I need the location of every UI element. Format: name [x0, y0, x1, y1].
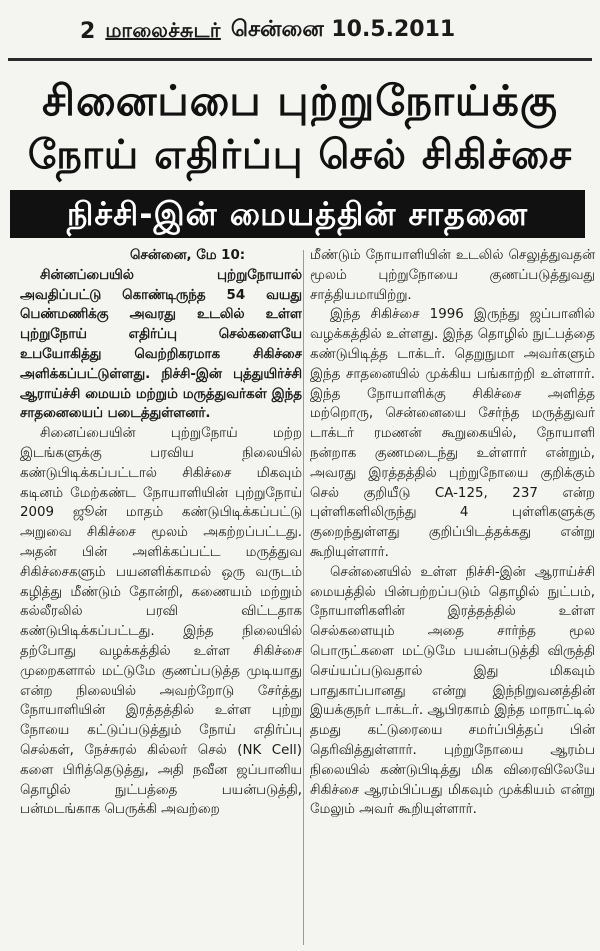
column-divider	[303, 250, 304, 945]
paper-name: மாலைச்சுடர்	[105, 17, 221, 42]
masthead-rule	[8, 58, 592, 61]
paragraph-3: இந்த சிகிச்சை 1996 இருந்து ஜப்பானில் வழக்கத்தில் உள்ளது. இந்த தொழில் நுட்பத்தை கண்டுபிடித்த டாக்டர். தெறுநுமா அவர்களும் இந்த சாதனையில் முக்கிய பங்காற்றி உள்ளார். இந்த நோயாளிக்கு சிகிச்சை அளித்த மற்றொரு, சென்னையை சேர்ந்த மருத்துவர் டாக்டர் ரமணன் கூறுகையில், நோயாளி நன்றாக குணமடைந்து உள்ளார் என்றும், அவரது இரத்தத்தில் புற்றுநோயை குறிக்கும் செல் குறியீடு CA-125, 237 என்ற புள்ளிகளிலிருந்து 4 புள்ளிகளுக்கு குறைந்துள்ளது குறிப்பிடத்தக்கது என்று கூறியுள்ளார்.	[310, 307, 595, 560]
page-number: 2	[80, 18, 96, 44]
paragraph-2: சினைப்பையின் புற்றுநோய் மற்ற இடங்களுக்கு பரவிய நிலையில் கண்டுபிடிக்கப்பட்டால் சிகிச்சை மிகவும் கடினம் மேற்கண்ட நோயாளியின் புற்றுநோய் 2009 ஜூன் மாதம் கண்டுபிடிக்கப்பட்டு அறுவை சிகிச்சை மூலம் அகற்றப்பட்டது. அதன் பின் அளிக்கப்பட்ட மருத்துவ சிகிச்சைகளும் பயனளிக்காமல் ஒரு வருடம் கழித்து மீண்டும் தோன்றி, கணையம் மற்றும் கல்லீரலில் பரவி விட்டதாக கண்டுபிடிக்கப்பட்டது. இந்த நிலையில் தற்போது வழக்கத்தில் உள்ள சிகிச்சை முறைகளால் மட்டுமே குணப்படுத்த முடியாது என்ற நிலையில் அவற்றோடு சேர்த்து நோயாளியின் இரத்தத்தில் உள்ள புற்று நோயை கட்டுப்படுத்தும் நோய் எதிர்ப்பு செல்கள், நேச்சுரல் கில்லர் செல் (NK Cell) களை பிரித்தெடுத்து, அதி நவீன ஜப்பானிய தொழில் நுட்பத்தை பயன்படுத்தி, பன்மடங்காக பெருக்கி அவற்றை	[20, 426, 302, 818]
sub-headline-banner: நிச்சி-இன் மையத்தின் சாதனை	[10, 190, 585, 238]
headline-line-1: சினைப்பை புற்றுநோய்க்கு	[42, 76, 558, 125]
dateline: சென்னை, மே 10:	[130, 248, 246, 263]
lead-paragraph: சின்னப்பையில் புற்றுநோயால் அவதிப்பட்டு கொண்டிருந்த 54 வயது பெண்மணிக்கு அவரது உடலில் உள்ள புற்றுநோய் எதிர்ப்பு செல்களையே உபயோகித்து வெற்றிகரமாக சிகிச்சை அளிக்கப்பட்டுள்ளது. நிச்சி-இன் புத்துயிர்ச்சி ஆராய்ச்சி மையம் மற்றும் மருத்துவர்கள் இந்த சாதனையைப் படைத்துள்ளனர்.	[20, 267, 302, 422]
masthead	[80, 14, 550, 48]
city-date: சென்னை 10.5.2011	[230, 17, 456, 42]
article-column-left	[20, 246, 302, 946]
headline-line-2: நோய் எதிர்ப்பு செல் சிகிச்சை	[27, 132, 573, 178]
paragraph-2-continued: மீண்டும் நோயாளியின் உடலில் செலுத்துவதன் மூலம் புற்றுநோயை குணப்படுத்துவது சாத்தியமாயிற்று.	[310, 248, 595, 303]
article-column-right	[310, 246, 595, 946]
paragraph-4: சென்னையில் உள்ள நிச்சி-இன் ஆராய்ச்சி மையத்தில் பின்பற்றப்படும் தொழில் நுட்பம், நோயாளிகளின் இரத்தத்தில் உள்ள செல்களையும் அதை சார்ந்த மூல பொருட்களை மட்டுமே பயன்படுத்தி விருத்தி செய்யப்படுவதால் இது மிகவும் பாதுகாப்பானது என்று இந்நிறுவனத்தின் இயக்குநர் டாக்டர். ஆபிரகாம் இந்த மாநாட்டில் தமது கட்டுரையை சமர்ப்பித்தப் பின் தெரிவித்துள்ளார். புற்றுநோயை ஆரம்ப நிலையில் கண்டுபிடித்து மிக விரைவிலேயே சிகிச்சை ஆரம்பிப்பது மிகவும் முக்கியம் என்று மேலும் அவர் கூறியுள்ளார்.	[310, 564, 595, 818]
